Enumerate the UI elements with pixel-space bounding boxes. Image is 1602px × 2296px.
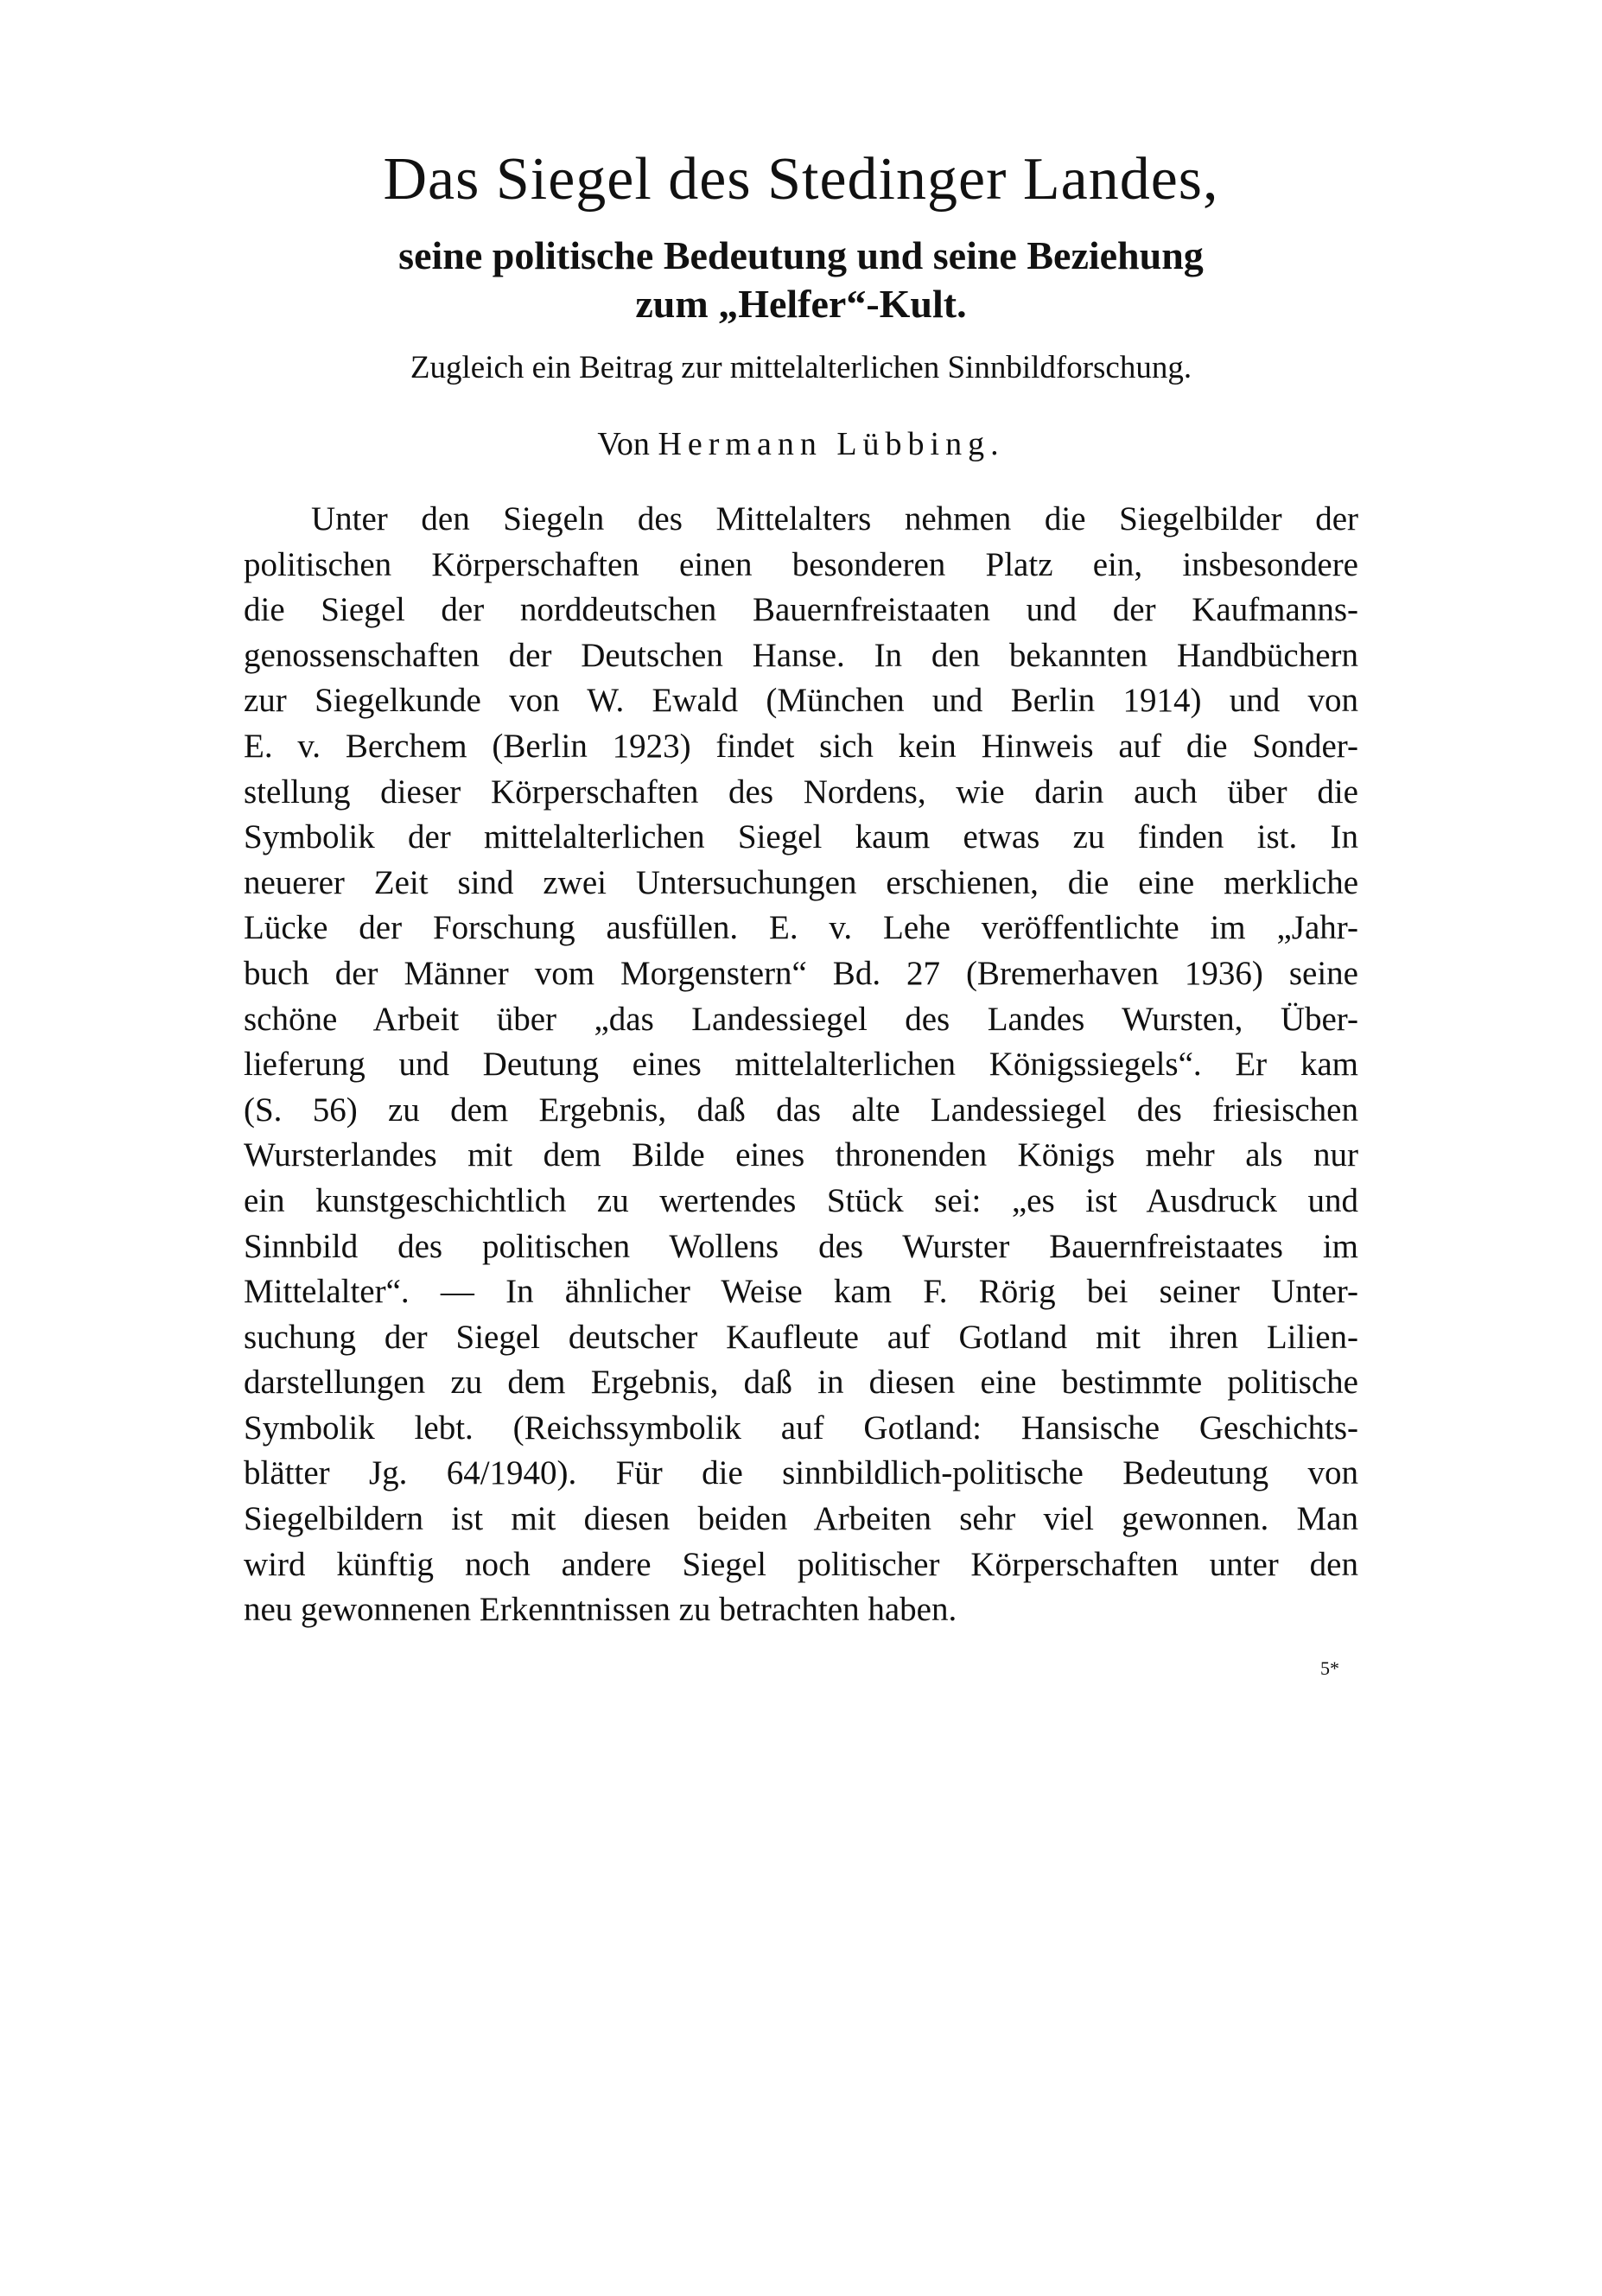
page-number: 5*: [1320, 1657, 1339, 1679]
body-line: schöne Arbeit über „das Landessiegel des Landes Wursten, Über-: [244, 1000, 1358, 1038]
body-line: zur Siegelkunde von W. Ewald (München und Berlin 1914) und von: [244, 682, 1358, 720]
body-line: suchung der Siegel deutscher Kaufleute auf Gotland mit ihren Lilien-: [244, 1318, 1358, 1356]
article-title: Das Siegel des Stedinger Landes,: [383, 146, 1219, 213]
body-line: die Siegel der norddeutschen Bauernfreistaaten und der Kaufmanns-: [244, 591, 1358, 629]
body-line: genossenschaften der Deutschen Hanse. In den bekannten Handbüchern: [244, 636, 1358, 674]
body-line: blätter Jg. 64/1940). Für die sinnbildlich-politische Bedeutung von: [244, 1454, 1358, 1492]
body-line: Lücke der Forschung ausfüllen. E. v. Lehe veröffentlichte im „Jahr-: [244, 909, 1358, 947]
body-line: (S. 56) zu dem Ergebnis, daß das alte Landessiegel des friesischen: [244, 1091, 1358, 1129]
body-line: buch der Männer vom Morgenstern“ Bd. 27 (Bremerhaven 1936) seine: [244, 954, 1358, 992]
body-line: ein kunstgeschichtlich zu wertendes Stück sei: „es ist Ausdruck und: [244, 1181, 1358, 1219]
body-line: lieferung und Deutung eines mittelalterlichen Königssiegels“. Er kam: [244, 1046, 1358, 1084]
body-line: Symbolik der mittelalterlichen Siegel kaum etwas zu finden ist. In: [244, 818, 1358, 856]
body-line: Unter den Siegeln des Mittelalters nehmen die Siegelbilder der: [311, 500, 1358, 537]
author-line: [0, 423, 1602, 465]
body-line: Wursterlandes mit dem Bilde eines thronenden Königs mehr als nur: [244, 1136, 1358, 1174]
article-secondary-title: Zugleich ein Beitrag zur mittelalterlichen Sinnbildforschung.: [410, 350, 1192, 385]
body-line: E. v. Berchem (Berlin 1923) findet sich kein Hinweis auf die Sonder-: [244, 727, 1358, 765]
body-line: neu gewonnenen Erkenntnissen zu betrachten haben.: [244, 1591, 957, 1629]
author-prefix: Von: [597, 426, 650, 462]
article-subtitle-line1: seine politische Bedeutung und seine Beziehung: [398, 233, 1204, 277]
body-line: wird künftig noch andere Siegel politischer Körperschaften unter den: [244, 1545, 1358, 1583]
body-line: darstellungen zu dem Ergebnis, daß in diesen eine bestimmte politische: [244, 1364, 1358, 1402]
body-line: Symbolik lebt. (Reichssymbolik auf Gotland: Hansische Geschichts-: [244, 1409, 1358, 1447]
body-line: politischen Körperschaften einen besonderen Platz ein, insbesondere: [244, 545, 1358, 583]
body-line: neuerer Zeit sind zwei Untersuchungen erschienen, die eine merkliche: [244, 863, 1358, 901]
body-line: Mittelalter“. — In ähnlicher Weise kam F. Rörig bei seiner Unter-: [244, 1273, 1358, 1311]
body-line: Sinnbild des politischen Wollens des Wurster Bauernfreistaates im: [244, 1227, 1358, 1265]
body-line: Siegelbildern ist mit diesen beiden Arbeiten sehr viel gewonnen. Man: [244, 1500, 1358, 1538]
body-paragraph: [244, 497, 1358, 1633]
body-line: stellung dieser Körperschaften des Nordens, wie darin auch über die: [244, 773, 1358, 811]
article-subtitle-line2: zum „Helfer“-Kult.: [635, 282, 967, 326]
author-name: Hermann Lübbing.: [658, 426, 1005, 462]
